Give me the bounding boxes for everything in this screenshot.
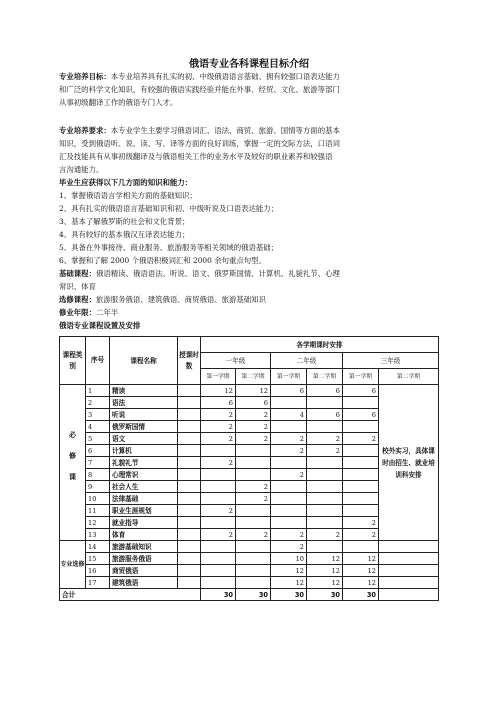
- term-hours: 2: [236, 421, 271, 433]
- hours-cell: [178, 577, 201, 589]
- basic-line-1: 常识、体育: [59, 282, 96, 291]
- hours-cell: [178, 445, 201, 457]
- term-hours: 2: [271, 433, 307, 445]
- page-title: 俄语专业各科课程目标介绍: [189, 59, 309, 70]
- row-number: 3: [86, 409, 110, 421]
- course-name: 职业生涯规划: [110, 505, 178, 517]
- term-hours: [307, 397, 343, 409]
- req-line-2: 汇及技能具有从事初级翻译及与俄语相关工作的业务水平及较好的职业素养和较强语: [59, 152, 333, 161]
- term-hours: [343, 457, 379, 469]
- term-hours: [343, 505, 379, 517]
- elective-text: 旅游服务俄语、建筑俄语、商贸俄语、旅游基础知识: [95, 295, 266, 304]
- term-hours: [379, 541, 439, 553]
- term-hours: [201, 481, 236, 493]
- courses-section: [59, 267, 439, 332]
- skill-item: 3、基本了解俄罗斯的社会和文化背景；: [59, 217, 190, 226]
- term-hours: 2: [271, 529, 307, 541]
- term-hours: 2: [201, 433, 236, 445]
- term-hours: 12: [343, 553, 379, 565]
- term-hours: 2: [271, 445, 307, 457]
- term-header: 第一学期: [201, 369, 236, 385]
- term-hours: [236, 517, 271, 529]
- course-row: [60, 541, 439, 553]
- goal-label: 专业培养目标：: [59, 72, 111, 81]
- hours-cell: [178, 529, 201, 541]
- req-line-0: 本专业学生主要学习俄语词汇、语法、商贸、旅游、国情等方面的基本: [110, 126, 340, 135]
- hours-cell: [178, 469, 201, 481]
- term-hours: [201, 517, 236, 529]
- term-hours: [271, 397, 307, 409]
- term-hours: [343, 481, 379, 493]
- term-hours: 2: [201, 457, 236, 469]
- header-hours: 授课时数: [178, 337, 201, 385]
- term-hours: [201, 565, 236, 577]
- skills-title: 毕业生应获得以下几方面的知识和能力：: [59, 178, 193, 187]
- course-table: [59, 336, 439, 601]
- term-hours: 12: [201, 385, 236, 397]
- course-name: 建筑俄语: [110, 577, 178, 589]
- year-1: 一年级: [201, 353, 271, 369]
- term-hours: [307, 517, 343, 529]
- term-hours: [201, 577, 236, 589]
- term-hours: [201, 541, 236, 553]
- year-2: 二年级: [271, 353, 343, 369]
- hours-cell: [178, 481, 201, 493]
- hours-cell: [178, 421, 201, 433]
- hours-cell: [178, 517, 201, 529]
- years-text: 二年半: [95, 308, 119, 317]
- header-semesters: 各学期课时安排: [201, 337, 439, 353]
- course-row: [60, 553, 439, 565]
- term-hours: [343, 421, 379, 433]
- skills-section: [59, 176, 439, 267]
- term-hours: [343, 445, 379, 457]
- term-hours: [343, 397, 379, 409]
- req-line-1: 知识，受到俄语听、说、读、写、译等方面的良好训练，掌握一定的交际方法，口语词: [59, 139, 340, 148]
- skill-item: 4、具有较好的基本俄汉互译表达能力；: [59, 230, 190, 239]
- term-hours: [201, 469, 236, 481]
- row-number: 1: [86, 385, 110, 397]
- term-header: 第二学期: [379, 369, 439, 385]
- hours-cell: [178, 457, 201, 469]
- course-name: 心理常识: [110, 469, 178, 481]
- row-number: 13: [86, 529, 110, 541]
- term-hours: [201, 553, 236, 565]
- term-hours: [307, 541, 343, 553]
- total-value: 30: [201, 589, 236, 601]
- term-hours: 12: [236, 385, 271, 397]
- term-hours: 6: [271, 385, 307, 397]
- total-value: 30: [307, 589, 343, 601]
- hours-cell: [178, 541, 201, 553]
- course-name: 精读: [110, 385, 178, 397]
- term-hours: [379, 565, 439, 577]
- term-hours: 2: [201, 409, 236, 421]
- term-hours: [307, 481, 343, 493]
- year-3: 三年级: [343, 353, 439, 369]
- term-hours: [236, 541, 271, 553]
- term-hours: [379, 553, 439, 565]
- term-hours: 12: [307, 565, 343, 577]
- term-hours: [236, 553, 271, 565]
- term-hours: 6: [201, 397, 236, 409]
- term-hours: [271, 457, 307, 469]
- term-hours: 6: [307, 385, 343, 397]
- course-name: 旅游基础知识: [110, 541, 178, 553]
- hours-cell: [178, 505, 201, 517]
- header-type: 课程类别: [60, 337, 86, 385]
- goal-line-1: 和广泛的科学文化知识，有较强的俄语实践经验并能在外事、经贸、文化、旅游等部门: [59, 85, 340, 94]
- course-name: 商贸俄语: [110, 565, 178, 577]
- course-name: 礼貌礼节: [110, 457, 178, 469]
- course-name: 旅游服务俄语: [110, 553, 178, 565]
- term-hours: 6: [343, 409, 379, 421]
- term-hours: 12: [307, 577, 343, 589]
- term-hours: [307, 469, 343, 481]
- req-line-3: 言沟通能力。: [59, 165, 104, 174]
- hours-cell: [178, 385, 201, 397]
- term-hours: [271, 481, 307, 493]
- term-hours: 2: [271, 469, 307, 481]
- row-number: 9: [86, 481, 110, 493]
- skill-item: 5、具备在外事接待、商业服务、旅游服务等相关领域的俄语基础；: [59, 243, 279, 252]
- term-hours: 2: [307, 433, 343, 445]
- requirement-paragraph: [59, 124, 439, 176]
- course-name: 体育: [110, 529, 178, 541]
- term-hours: 10: [271, 553, 307, 565]
- term-hours: 2: [236, 493, 271, 505]
- basic-line-0: 俄语精读、俄语语法、听说、语文、俄罗斯国情、计算机、礼貌礼节、心理: [95, 269, 340, 278]
- term-hours: 2: [307, 529, 343, 541]
- term-hours: 6: [343, 385, 379, 397]
- term-hours: [379, 577, 439, 589]
- term-hours: 2: [201, 529, 236, 541]
- group-elective: 专业选修: [60, 541, 86, 589]
- term-hours: [236, 469, 271, 481]
- total-value: 30: [236, 589, 271, 601]
- row-number: 5: [86, 433, 110, 445]
- skill-item: 6、掌握和了解 2000 个俄语积极词汇和 2000 余句重点句型。: [59, 256, 266, 265]
- course-name: 社会人生: [110, 481, 178, 493]
- course-name: 听说: [110, 409, 178, 421]
- term-hours: [307, 505, 343, 517]
- term-header: 第二学期: [236, 369, 271, 385]
- term-hours: [236, 577, 271, 589]
- term-hours: [307, 421, 343, 433]
- term-hours: 6: [236, 397, 271, 409]
- term-hours: 2: [343, 433, 379, 445]
- row-number: 14: [86, 541, 110, 553]
- term-hours: [271, 505, 307, 517]
- row-number: 16: [86, 565, 110, 577]
- term-hours: [343, 469, 379, 481]
- skill-item: 1、掌握俄语语言学相关方面的基础知识；: [59, 191, 197, 200]
- term-hours: [271, 517, 307, 529]
- req-label: 专业培养要求：: [59, 126, 111, 135]
- total-row: [60, 589, 439, 601]
- row-number: 7: [86, 457, 110, 469]
- term-hours: [236, 505, 271, 517]
- hours-cell: [178, 493, 201, 505]
- course-row: [60, 577, 439, 589]
- term-header: 第二学期: [307, 369, 343, 385]
- term-hours: 2: [236, 433, 271, 445]
- course-name: 语法: [110, 397, 178, 409]
- internship-note: 校外实习，具体课时由招生、就业培训科安排: [379, 385, 439, 541]
- term-hours: 2: [236, 481, 271, 493]
- term-hours: 6: [307, 409, 343, 421]
- course-row: [60, 565, 439, 577]
- term-header: 第一学期: [271, 369, 307, 385]
- term-hours: [201, 493, 236, 505]
- header-no: 序号: [86, 337, 110, 385]
- table-title: 俄语专业课程设置及安排: [59, 321, 141, 330]
- row-number: 2: [86, 397, 110, 409]
- term-hours: 4: [271, 409, 307, 421]
- header-row: [60, 337, 439, 353]
- hours-cell: [178, 397, 201, 409]
- term-hours: 2: [236, 529, 271, 541]
- hours-cell: [178, 565, 201, 577]
- years-label: 修业年限：: [59, 308, 96, 317]
- elective-label: 选修课程：: [59, 295, 96, 304]
- term-hours: 2: [307, 445, 343, 457]
- row-number: 6: [86, 445, 110, 457]
- hours-cell: [178, 553, 201, 565]
- total-value: 30: [271, 589, 307, 601]
- term-hours: 2: [201, 505, 236, 517]
- course-name: 法律基础: [110, 493, 178, 505]
- row-number: 10: [86, 493, 110, 505]
- term-header: 第一学期: [343, 369, 379, 385]
- row-number: 8: [86, 469, 110, 481]
- term-hours: 2: [343, 529, 379, 541]
- row-number: 11: [86, 505, 110, 517]
- course-row: [60, 385, 439, 397]
- term-hours: [307, 493, 343, 505]
- term-hours: 2: [201, 421, 236, 433]
- row-number: 15: [86, 553, 110, 565]
- course-name: 语文: [110, 433, 178, 445]
- skill-item: 2、具有扎实的俄语语言基础知识和初、中级听说及口语表达能力；: [59, 204, 279, 213]
- total-value: [379, 589, 439, 601]
- course-name: 俄罗斯国情: [110, 421, 178, 433]
- term-hours: [271, 493, 307, 505]
- term-hours: 12: [343, 577, 379, 589]
- course-name: 计算机: [110, 445, 178, 457]
- group-required: 必修课: [60, 385, 86, 541]
- goal-paragraph: [59, 70, 439, 109]
- term-hours: 12: [271, 577, 307, 589]
- hours-cell: [178, 409, 201, 421]
- term-hours: 2: [236, 409, 271, 421]
- row-number: 12: [86, 517, 110, 529]
- term-hours: [201, 445, 236, 457]
- total-value: 30: [343, 589, 379, 601]
- term-hours: [236, 565, 271, 577]
- term-hours: 12: [271, 565, 307, 577]
- term-hours: [236, 445, 271, 457]
- row-number: 4: [86, 421, 110, 433]
- goal-line-2: 从事初级翻译工作的俄语专门人才。: [59, 98, 178, 107]
- basic-label: 基础课程：: [59, 269, 96, 278]
- course-name: 就业指导: [110, 517, 178, 529]
- total-label: 合计: [60, 589, 201, 601]
- goal-line-0: 本专业培养具有扎实的初、中级俄语语言基础、拥有较强口语表达能力: [110, 72, 340, 81]
- term-hours: [236, 457, 271, 469]
- term-hours: 12: [307, 553, 343, 565]
- term-hours: [343, 493, 379, 505]
- term-hours: [307, 457, 343, 469]
- row-number: 17: [86, 577, 110, 589]
- term-hours: [271, 421, 307, 433]
- term-hours: 2: [271, 541, 307, 553]
- term-hours: [343, 541, 379, 553]
- hours-cell: [178, 433, 201, 445]
- term-hours: 2: [343, 517, 379, 529]
- term-hours: 12: [343, 565, 379, 577]
- header-name: 课程名称: [110, 337, 178, 385]
